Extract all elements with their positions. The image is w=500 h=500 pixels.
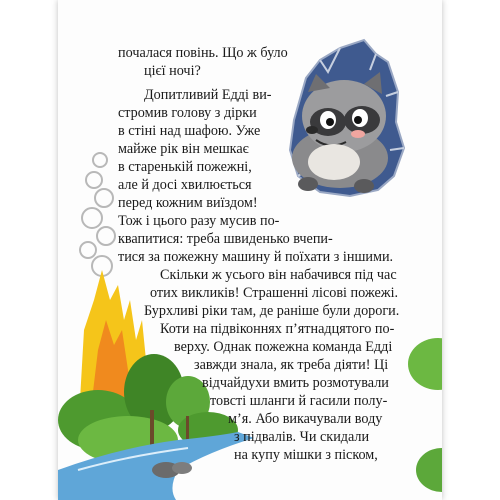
text-line: майже рік він мешкає (118, 141, 249, 157)
text-line: Коти на підвіконнях п’ятнадцятого по- (160, 321, 395, 337)
text-line: на купу мішки з піском, (234, 447, 378, 463)
text-line: Тож і цього разу мусив по- (118, 213, 280, 229)
text-line: завжди знала, як треба діяти! Ці (194, 357, 389, 373)
text-line: цієї ночі? (144, 63, 201, 79)
text-line: відчайдухи вмить розмотували (202, 375, 389, 391)
book-page (58, 0, 442, 500)
text-line: Бурхливі ріки там, де раніше були дороги. (144, 303, 400, 319)
text-line: м’я. Або викачували воду (228, 411, 383, 427)
text-line: Скільки ж усього він набачився під час (160, 267, 397, 283)
text-line: але й досі хвилюється (118, 177, 252, 193)
text-line: Допитливий Едді ви- (144, 87, 272, 103)
text-line: отих викликів! Страшенні лісові пожежі. (150, 285, 399, 301)
text-line: в стіні над шафою. Уже (118, 123, 261, 139)
text-line: товсті шланги й гасили полу- (210, 393, 388, 409)
text-line: верху. Однак пожежна команда Едді (174, 339, 393, 355)
text-line: почалася повінь. Що ж було (118, 45, 288, 61)
text-line: перед кожним виїздом! (118, 195, 258, 211)
text-line: з підвалів. Чи скидали (234, 429, 370, 445)
text-line: стромив голову з дірки (118, 105, 257, 121)
text-line: тися за пожежну машину й поїхати з іншими. (118, 249, 394, 265)
story-text (58, 0, 442, 500)
text-line: квапитися: треба швиденько вчепи- (118, 231, 333, 247)
text-line: в старенькій пожежні, (118, 159, 252, 175)
